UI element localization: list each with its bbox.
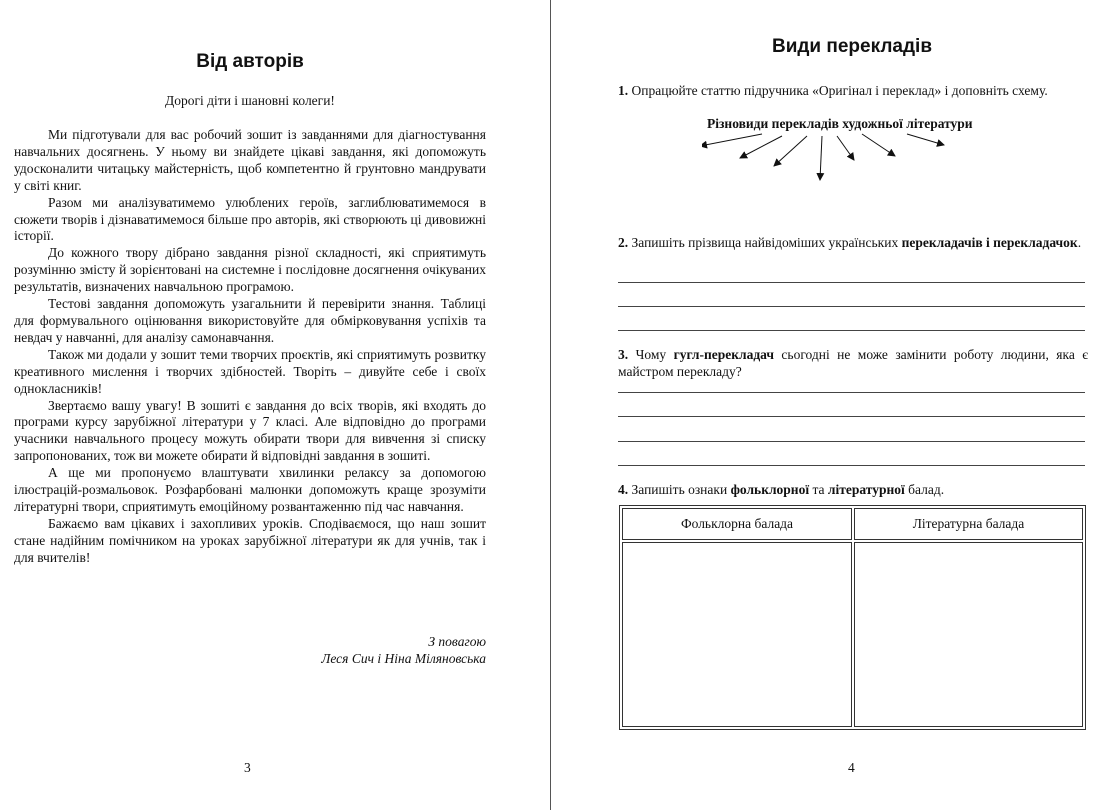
right-page-number: 4 — [848, 760, 855, 775]
scheme-arrow — [837, 136, 854, 160]
preface-paragraph: Також ми додали у зошит теми творчих проєктів, які сприятимуть розвитку креативного мислення і творчих здібностей. Творіть – дивуйте себе і своїх однокласників! — [14, 346, 486, 396]
preface-paragraph: Звертаємо вашу увагу! В зошиті є завдання до всіх творів, які входять до програми курсу зарубіжної літератури у 7 класі. Але відповідно до програми учасники навчального процесу можуть обирати твори для вивчення зі списку запропонованих, тож ви можете обирати й відповідні завдання в зошиті. — [14, 397, 486, 464]
task-1 — [618, 82, 1088, 99]
task-2-number: 2. — [618, 235, 629, 250]
answer-line[interactable] — [618, 441, 1085, 442]
left-page-number: 3 — [244, 760, 251, 775]
signature-closing: З повагою — [428, 634, 486, 649]
scheme-arrow — [862, 134, 895, 156]
answer-line[interactable] — [618, 465, 1085, 466]
task-2 — [618, 234, 1088, 251]
answer-line[interactable] — [618, 282, 1085, 283]
page-divider — [550, 0, 551, 810]
task-4-middle: та — [812, 482, 825, 497]
task-4-bold-literary: літературної — [827, 482, 905, 497]
answer-line[interactable] — [618, 416, 1085, 417]
header-folk-ballad: Фольклорна балада — [622, 508, 852, 540]
right-page-title: Види перекладів — [771, 36, 933, 57]
task-3 — [618, 346, 1088, 380]
header-literary-ballad: Літературна балада — [854, 508, 1083, 540]
preface-body — [14, 127, 486, 567]
preface-paragraph: До кожного твору дібрано завдання різної складності, які сприятимуть розумінню змісту й зорієнтовані на системне і послідовне досягнення очікуваних результатів, визначених навчальною програмою. — [14, 245, 486, 295]
answer-line[interactable] — [618, 330, 1085, 331]
preface-paragraph: Разом ми аналізуватимемо улюблених героїв, заглиблюватимемося в сюжети творів і дізнаватимемося більше про авторів, які створюють ці дивовижні історії. — [14, 194, 486, 244]
task-3-bold: гугл-перекладач — [673, 347, 774, 362]
cell-literary-ballad[interactable] — [854, 542, 1083, 727]
scheme-title: Різновиди перекладів художньої літератури — [707, 116, 973, 131]
task-3-number: 3. — [618, 347, 629, 362]
scheme-arrow — [740, 136, 782, 158]
signature-authors: Леся Сич і Ніна Міляновська — [321, 651, 486, 666]
answer-line[interactable] — [618, 306, 1085, 307]
scheme-arrow — [820, 136, 822, 180]
task-2-text: Запишіть прізвища найвідоміших українських — [631, 235, 899, 250]
cell-folk-ballad[interactable] — [622, 542, 852, 727]
table-row — [622, 542, 1083, 727]
scheme-arrow — [702, 134, 762, 146]
task-4 — [618, 481, 1088, 498]
table-header-row — [622, 508, 1083, 540]
answer-line[interactable] — [618, 392, 1085, 393]
signature — [321, 633, 486, 667]
ballads-table — [619, 505, 1086, 730]
left-page-title: Від авторів — [196, 51, 304, 72]
task-1-text: Опрацюйте статтю підручника «Оригінал і переклад» і доповніть схему. — [631, 83, 1048, 98]
task-4-bold-folk: фольклорної — [730, 482, 810, 497]
left-page — [0, 0, 550, 810]
scheme-arrow — [907, 134, 944, 145]
preface-paragraph: Бажаємо вам цікавих і захопливих уроків. Сподіваємося, що наш зошит стане надійним помічником на уроках зарубіжної літератури як для учнів, так і для вчителів! — [14, 515, 486, 565]
task-4-text: Запишіть ознаки — [631, 482, 728, 497]
preface-paragraph: Тестові завдання допоможуть узагальнити й перевірити знання. Таблиці для формувального оцінювання використовуйте для обмірковування успіхів та невдач у навчанні, для аналізу самонавчання. — [14, 296, 486, 345]
task-1-number: 1. — [618, 83, 629, 98]
scheme-arrow — [774, 136, 807, 166]
task-4-number: 4. — [618, 482, 629, 497]
right-page — [552, 0, 1110, 810]
task-4-end: балад. — [908, 482, 945, 497]
task-2-bold: перекладачів і перекладачок — [901, 235, 1078, 250]
preface-paragraph: Ми підготували для вас робочий зошит із завданнями для діагностування навчальних досягнень. У ньому ви знайдете цікаві завдання, які допоможуть удосконалити читацьку майстерність, щоб компетентно й грунтовно мандрувати у світі книг. — [14, 127, 486, 193]
task-3-end: сьогодні не може замінити роботу людини, яка є майстром перекладу? — [618, 347, 1089, 379]
scheme-arrows — [702, 126, 982, 186]
task-3-text: Чому — [635, 347, 667, 362]
greeting: Дорогі діти і шановні колеги! — [165, 93, 335, 108]
task-2-end: . — [1077, 235, 1082, 250]
preface-paragraph: А ще ми пропонуємо влаштувати хвилинки релаксу за допомогою ілюстрацій-розмальовок. Розфарбовані малюнки допоможуть краще зрозуміти літературні твори, сприятимуть емоційному розвантаженню під час навчання. — [14, 465, 486, 514]
